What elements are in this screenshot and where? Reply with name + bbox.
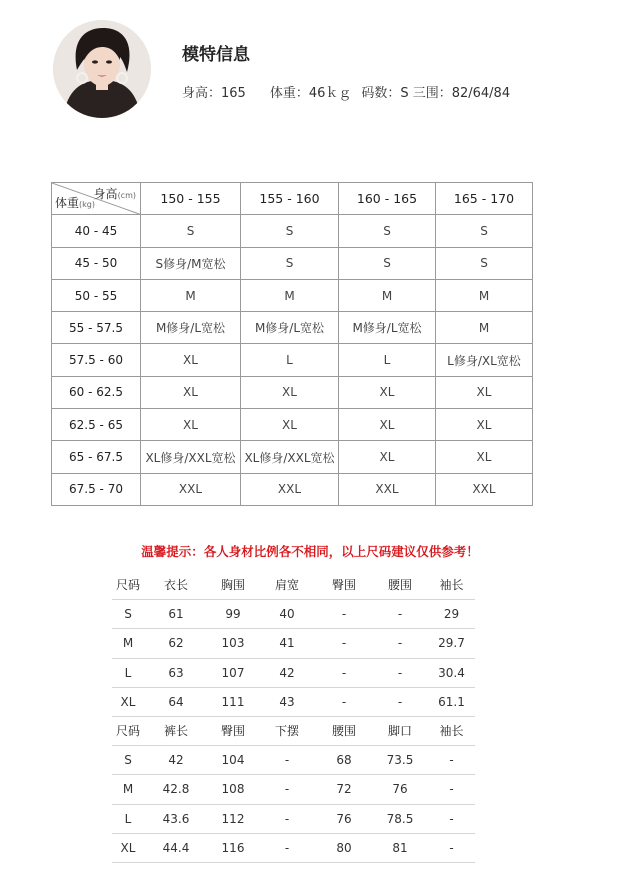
size-cell: S (436, 215, 533, 247)
top-table-cell: 61 (144, 599, 208, 628)
pants-table-cell: 80 (316, 834, 372, 863)
top-table-cell: 29.7 (428, 629, 475, 658)
size-cell: M (436, 279, 533, 311)
pants-table-header-cell: 臀围 (208, 716, 258, 745)
pants-table-row (112, 775, 475, 804)
top-table-cell: L (112, 658, 144, 687)
size-label: 码数： (361, 86, 401, 101)
top-table-header-cell: 衣长 (144, 570, 208, 599)
weight-range-cell: 67.5 - 70 (52, 473, 141, 505)
size-tip: 温馨提示：各人身材比例各不相同，以上尺码建议仅供参考！ (141, 544, 479, 559)
corner-weight-text: 体重 (55, 196, 80, 211)
pants-table-cell: 108 (208, 775, 258, 804)
top-table-header-cell: 臀围 (316, 570, 372, 599)
top-table-cell: - (316, 658, 372, 687)
top-table-row (112, 599, 475, 628)
pants-table-header-cell: 腰围 (316, 716, 372, 745)
top-table-body (112, 599, 475, 717)
size-cell: XL (241, 409, 339, 441)
height-range-header: 160 - 165 (339, 183, 436, 215)
size-cell: M修身/L宽松 (141, 312, 241, 344)
corner-height-unit: (cm) (117, 191, 136, 200)
top-table-header-cell: 尺码 (112, 570, 144, 599)
pants-table-cell: - (428, 804, 475, 833)
pants-table-cell: 73.5 (372, 745, 428, 774)
size-cell: S (241, 247, 339, 279)
top-table-cell: M (112, 629, 144, 658)
pants-table-cell: 42 (144, 745, 208, 774)
size-cell: XXL (141, 473, 241, 505)
top-table-cell: 103 (208, 629, 258, 658)
pants-table-header-cell: 下摆 (258, 716, 316, 745)
top-table-cell: - (372, 658, 428, 687)
size-cell: XL (241, 376, 339, 408)
size-cell: S (436, 247, 533, 279)
pants-table-row (112, 804, 475, 833)
pants-table-cell: - (428, 775, 475, 804)
size-value: S (400, 86, 409, 101)
height-range-header: 150 - 155 (141, 183, 241, 215)
pants-table-header-cell: 袖长 (428, 716, 475, 745)
height-label: 身高： (182, 86, 222, 101)
pants-table-cell: S (112, 745, 144, 774)
pants-table-cell: XL (112, 834, 144, 863)
top-table-cell: 42 (258, 658, 316, 687)
size-cell: XL (141, 409, 241, 441)
size-cell: XL (339, 376, 436, 408)
size-grid-row (52, 247, 533, 279)
size-cell: XXL (241, 473, 339, 505)
pants-table-cell: 43.6 (144, 804, 208, 833)
top-table-cell: XL (112, 688, 144, 717)
size-cell: M (241, 279, 339, 311)
top-table-cell: 29 (428, 599, 475, 628)
pants-table-cell: 104 (208, 745, 258, 774)
pants-table-cell: 76 (372, 775, 428, 804)
pants-table-cell: L (112, 804, 144, 833)
top-table-row (112, 658, 475, 687)
size-grid-row (52, 215, 533, 247)
pants-table-cell: 72 (316, 775, 372, 804)
size-cell: M修身/L宽松 (241, 312, 339, 344)
top-table-cell: 61.1 (428, 688, 475, 717)
size-cell: XL (436, 376, 533, 408)
corner-weight-label (55, 194, 95, 211)
size-cell: XL (436, 441, 533, 473)
weight-range-cell: 60 - 62.5 (52, 376, 141, 408)
top-table-cell: 64 (144, 688, 208, 717)
top-table-cell: 107 (208, 658, 258, 687)
top-table-cell: 62 (144, 629, 208, 658)
size-grid-row (52, 409, 533, 441)
size-cell: XXL (339, 473, 436, 505)
top-table-cell: - (316, 629, 372, 658)
weight-range-cell: 62.5 - 65 (52, 409, 141, 441)
pants-table-cell: 68 (316, 745, 372, 774)
size-cell: L (339, 344, 436, 376)
height-value: 165 (221, 86, 246, 101)
size-cell: M (141, 279, 241, 311)
size-cell: S (241, 215, 339, 247)
top-table-cell: - (372, 599, 428, 628)
pants-table-cell: - (258, 745, 316, 774)
corner-weight-unit: (kg) (79, 200, 95, 210)
top-table-cell: 63 (144, 658, 208, 687)
top-table-row (112, 629, 475, 658)
size-cell: L修身/XL宽松 (436, 344, 533, 376)
model-avatar (53, 20, 151, 118)
pants-table-cell: M (112, 775, 144, 804)
weight-range-cell: 57.5 - 60 (52, 344, 141, 376)
pants-table-cell: - (258, 804, 316, 833)
size-cell: L (241, 344, 339, 376)
size-cell: M (436, 312, 533, 344)
size-cell: XL (141, 376, 241, 408)
weight-range-cell: 65 - 67.5 (52, 441, 141, 473)
size-grid-row (52, 473, 533, 505)
model-stats (182, 82, 510, 101)
pants-table-cell: 42.8 (144, 775, 208, 804)
pants-table-cell: - (258, 834, 316, 863)
pants-table-cell: 116 (208, 834, 258, 863)
top-table-cell: - (316, 688, 372, 717)
size-cell: XL修身/XXL宽松 (241, 441, 339, 473)
pants-table-header (112, 716, 475, 745)
top-table-header-cell: 肩宽 (258, 570, 316, 599)
size-cell: M (339, 279, 436, 311)
size-grid-row (52, 344, 533, 376)
pants-table-header-cell: 尺码 (112, 716, 144, 745)
size-grid-row (52, 279, 533, 311)
top-table-cell: - (372, 688, 428, 717)
size-cell: S (339, 215, 436, 247)
top-table-cell: 99 (208, 599, 258, 628)
size-grid-row (52, 312, 533, 344)
top-table-header-cell: 腰围 (372, 570, 428, 599)
size-cell: S (339, 247, 436, 279)
weight-range-cell: 45 - 50 (52, 247, 141, 279)
pants-table-cell: - (428, 745, 475, 774)
corner-height-label (94, 185, 136, 202)
pants-table-cell: - (258, 775, 316, 804)
pants-table-cell: 81 (372, 834, 428, 863)
weight-value: 46ｋｇ (308, 86, 352, 101)
size-recommendation-grid (51, 182, 533, 506)
pants-table-body (112, 745, 475, 863)
pants-table-cell: - (428, 834, 475, 863)
pants-table-cell: 78.5 (372, 804, 428, 833)
size-cell: XL (339, 409, 436, 441)
size-cell: S修身/M宽松 (141, 247, 241, 279)
pants-table-header-cell: 裤长 (144, 716, 208, 745)
top-table-cell: - (372, 629, 428, 658)
pants-table-header-cell: 脚口 (372, 716, 428, 745)
pants-table-cell: 112 (208, 804, 258, 833)
size-cell: S (141, 215, 241, 247)
pants-table-cell: 44.4 (144, 834, 208, 863)
top-table-header-cell: 袖长 (428, 570, 475, 599)
top-table-cell: 111 (208, 688, 258, 717)
size-cell: XL (339, 441, 436, 473)
top-table-cell: 41 (258, 629, 316, 658)
corner-height-text: 身高 (93, 187, 118, 201)
bust-label: 三围： (412, 86, 452, 101)
weight-range-cell: 50 - 55 (52, 279, 141, 311)
model-portrait (53, 20, 151, 118)
top-table-cell: 43 (258, 688, 316, 717)
bust-value: 82/64/84 (451, 86, 511, 101)
top-table-cell: 40 (258, 599, 316, 628)
top-table-row (112, 688, 475, 717)
pants-measurement-table (112, 716, 475, 863)
weight-label: 体重： (269, 86, 309, 101)
size-grid-row (52, 376, 533, 408)
size-cell: M修身/L宽松 (339, 312, 436, 344)
weight-range-cell: 55 - 57.5 (52, 312, 141, 344)
size-grid-body (52, 215, 533, 506)
weight-range-cell: 40 - 45 (52, 215, 141, 247)
height-range-header: 165 - 170 (436, 183, 533, 215)
height-range-header: 155 - 160 (241, 183, 339, 215)
top-measurement-table (112, 570, 475, 717)
top-table-cell: - (316, 599, 372, 628)
model-info-title: 模特信息 (182, 45, 250, 65)
top-table-header (112, 570, 475, 599)
pants-table-cell: 76 (316, 804, 372, 833)
corner-cell (52, 183, 141, 215)
size-grid-row (52, 441, 533, 473)
top-table-cell: S (112, 599, 144, 628)
size-cell: XL (436, 409, 533, 441)
top-table-header-cell: 胸围 (208, 570, 258, 599)
top-table-cell: 30.4 (428, 658, 475, 687)
size-cell: XL (141, 344, 241, 376)
height-header-row (52, 183, 533, 215)
pants-table-row (112, 745, 475, 774)
size-cell: XXL (436, 473, 533, 505)
size-cell: XL修身/XXL宽松 (141, 441, 241, 473)
pants-table-row (112, 834, 475, 863)
